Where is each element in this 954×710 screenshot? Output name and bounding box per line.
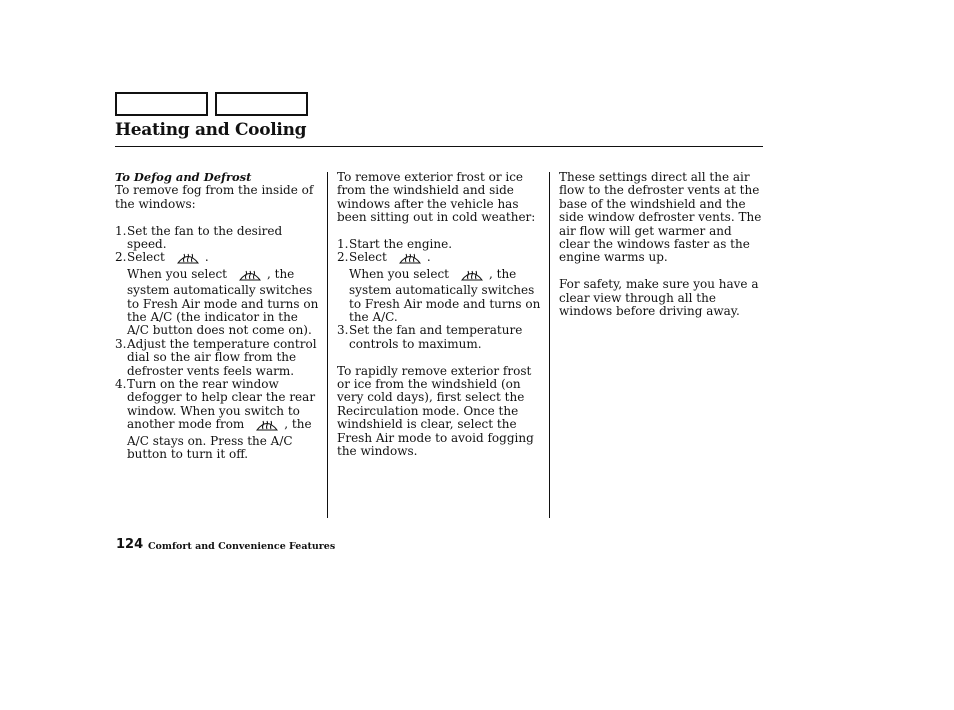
step-text: , the A/C stays on. Press the A/C button to turn it off. [127,417,312,462]
windshield-defrost-icon [177,252,199,267]
step-2 [115,251,322,337]
step-text: Select [127,250,165,265]
step-text: . [204,250,209,265]
step-text: Adjust the temperature control dial so the air flow from the defroster vents feels warm. [127,336,317,378]
step-2 [337,251,543,324]
step-3 [115,338,322,378]
windshield-defrost-icon [239,269,261,284]
page-title: Heating and Cooling [115,120,307,140]
step-text: , the system automatically switches to Fresh Air mode and turns on the A/C (the indicator in the A/C button does not come on). [127,266,319,338]
airflow-paragraph: These settings direct all the air flow to the defroster vents at the base of the windshield and the side window defroster vents. The air flow will get warmer and clear the windows faster as the engine warms up. [559,170,762,265]
step-text: , the system automatically switches to Fresh Air mode and turns on the A/C. [349,266,541,325]
intro-text: To remove fog from the inside of the windows: [115,183,314,211]
step-number: 2. [115,250,127,265]
step-text: Turn on the rear window defogger to help clear the rear window. When you switch to another mode from [127,377,316,432]
windshield-defrost-icon [256,419,278,434]
column-defog [115,171,322,462]
step-text: Set the fan to the desired speed. [127,223,283,252]
header-tab-box-left [115,92,208,116]
step-text: When you select [127,266,227,281]
step-number: 2. [337,250,349,265]
step-text: Select [349,250,387,265]
windshield-defrost-icon [461,269,483,284]
windshield-defrost-icon [399,252,421,267]
step-text: Set the fan and temperature controls to maximum. [349,323,523,351]
safety-paragraph: For safety, make sure you have a clear view through all the windows before driving away. [559,277,759,319]
step-number: 3. [115,336,127,351]
column-divider [327,172,328,518]
page-number: 124 [116,537,144,552]
step-text: When you select [349,266,449,281]
column-defrost [337,171,543,459]
step-text: . [426,250,431,265]
recirculation-paragraph: To rapidly remove exterior frost or ice from the windshield (on very cold days), first select the Recirculation mode. Once the windshield is clear, select the Fresh Air mode to avoid fogging the windows. [337,363,534,459]
footer-section-title: Comfort and Convenience Features [148,541,336,552]
step-4 [115,378,322,461]
step-number: 1. [337,237,349,252]
step-1 [115,225,322,252]
step-3 [337,324,543,351]
step-number: 1. [115,223,127,238]
section-heading: To Defog and Defrost [115,170,252,184]
title-rule [115,146,763,147]
column-divider [549,172,550,518]
step-1 [337,238,543,251]
header-tab-box-right [215,92,308,116]
column-notes [559,171,764,318]
intro-text: To remove exterior frost or ice from the windshield and side windows after the vehicle has been sitting out in cold weather: [337,170,536,225]
step-number: 4. [115,377,127,392]
step-text: Start the engine. [349,237,453,252]
step-number: 3. [337,323,349,338]
